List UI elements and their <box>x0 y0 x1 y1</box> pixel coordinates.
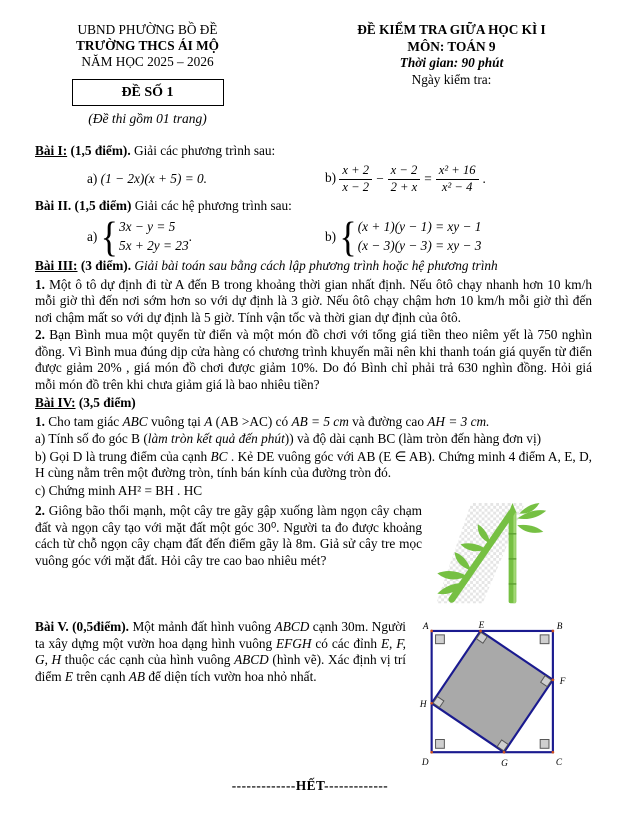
equation-a-expr: (1 − 2x)(x + 5) = 0. <box>100 171 207 187</box>
exam-number-box: ĐỀ SỐ 1 <box>72 79 224 106</box>
school-line: TRƯỜNG THCS ÁI MỘ <box>76 38 219 53</box>
bamboo-leaf <box>517 525 543 533</box>
label-D: D <box>421 758 429 769</box>
vertex-dot <box>430 702 433 705</box>
label-G: G <box>501 759 508 770</box>
label-B: B <box>556 622 563 633</box>
system-b: b) { (x + 1)(y − 1) = xy − 1 (x − 3)(y − 3) = xy − 3 <box>325 213 482 261</box>
bamboo-figure <box>432 503 592 609</box>
section-label: Bài III: <box>35 258 78 274</box>
equals-op: = <box>424 171 432 187</box>
section-label: Bài II. <box>35 197 72 213</box>
brace: { <box>339 213 357 261</box>
right-angle-mark <box>540 635 549 644</box>
equation-b-expr: $\frac{x + 2}{x - 2}$ − $\frac{x - 2}{2 + x}$ = $\frac{\text{x² + 16}}{\text{x² − 4}}$ . <box>339 164 485 194</box>
section-4-problem-1: 1. Cho tam giác ABC vuông tại A (AB >AC) có AB = 5 cm và đường cao AH = 3 cm. <box>35 413 490 429</box>
square-figure <box>416 619 592 771</box>
label-E: E <box>478 621 485 632</box>
end-marker: -------------HẾT------------- <box>231 778 389 793</box>
label-A: A <box>422 622 429 633</box>
right-angle-mark <box>540 740 549 749</box>
label-F: F <box>559 676 566 687</box>
section-4-problem-2-text: 2. Giông bão thổi mạnh, một cây tre gãy gập xuống làm ngọn cây chạm đất và ngọn cây tạo với mặt đất một góc 30⁰. Người ta đo được khoảng cách từ chỗ ngọn cây chạm đất đến điểm gãy là 8m. Giả sử cây tre mọc vuông góc với mặt đất. Hỏi cây tre cao bao nhiêu mét? <box>35 503 422 568</box>
section-4-problem-2-row <box>35 503 592 609</box>
section-2-heading: Bài II. (1,5 điểm) Giải các hệ phương trình sau: <box>35 197 292 213</box>
header-left <box>35 22 260 127</box>
section-1-equations <box>35 164 592 194</box>
right-angle-mark <box>436 740 445 749</box>
section-3-heading: Bài III: (3 điểm). Giải bài toán sau bằng cách lập phương trình hoặc hệ phương trình <box>35 258 498 274</box>
section-label: Bài V <box>35 619 66 635</box>
subject-line: MÔN: TOÁN 9 <box>407 38 496 54</box>
exam-title: ĐỀ KIỂM TRA GIỮA HỌC KÌ I <box>357 22 546 37</box>
label-H: H <box>419 700 427 711</box>
vertex-dot <box>552 679 555 682</box>
bamboo-figure-wrap <box>432 503 592 609</box>
vertex-dot <box>552 751 555 754</box>
vertex-dot <box>552 630 555 633</box>
section-label: Bài I: <box>35 143 68 158</box>
exam-body <box>35 143 592 771</box>
header-right <box>319 22 592 88</box>
fraction-1: $\frac{x + 2}{x - 2}$ <box>339 164 372 194</box>
section-5-row <box>35 619 592 771</box>
minus-op: − <box>376 171 384 187</box>
fraction-3: $\frac{\text{x² + 16}}{\text{x² − 4}}$ <box>436 164 479 194</box>
label-C: C <box>555 758 563 769</box>
vertex-dot <box>430 751 433 754</box>
section-3-problem-2: 2. Bạn Bình mua một quyển từ điển và một món đồ chơi với tổng giá tiền theo niêm yết là 750 nghìn đồng. Vì Bình mua đúng dịp cửa hàng có chương trình khuyến mãi nên khi thanh toán giá quyển từ điển được giảm 20% , giá món đồ chơi được giảm 10%. Do đó Bình chỉ phải trả 630 nghìn đồng. Hỏi giá mỗi món đồ trên khi chưa giảm giá là bao nhiêu tiền? <box>35 327 592 392</box>
equation-a: a) (1 − 2x)(x + 5) = 0. <box>87 171 207 187</box>
section-4-item-c: c) Chứng minh AH² = BH . HC <box>35 482 203 498</box>
section-4-heading: Bài IV: (3,5 điểm) <box>35 395 136 411</box>
vertex-dot <box>503 751 506 754</box>
equation-b: b) $\frac{x + 2}{x - 2}$ − $\frac{x - 2}{2 + x}$ = $\frac{\text{x² + 16}}{\text{x² − 4}}$ . <box>325 163 486 195</box>
fraction-2: $\frac{x - 2}{2 + x}$ <box>388 164 421 194</box>
section-3-problem-1: 1. Một ô tô dự định đi từ A đến B trong khoảng thời gian nhất định. Nếu ôtô chạy nhanh hơn 10 km/h mỗi giờ thì đến nơi sớm hơn so với dự định là 3 giờ. Nếu ôtô chạy chậm hơn 10 km/h mỗi giờ thì đến nơi chậm mất so với dự định là 5 giờ. Tính vận tốc và thời gian dự định của ôtô. <box>35 276 592 325</box>
duration-line: Thời gian: 90 phút <box>399 55 504 70</box>
right-angle-mark <box>436 635 445 644</box>
section-4-item-b: b) Gọi D là trung điểm của cạnh BC . Kẻ DE vuông góc với AB (E ∈ AB). Chứng minh 4 điểm A, E, D, H cùng nằm trên một đường tròn, tính bán kính của đường tròn đó. <box>35 448 592 481</box>
header <box>35 22 592 127</box>
section-label: Bài IV: <box>35 395 76 411</box>
exam-date-line: Ngày kiểm tra: <box>411 71 492 87</box>
org-line: UBND PHƯỜNG BỒ ĐỀ <box>77 22 218 37</box>
section-5-text: Bài V. (0,5điểm). Một mảnh đất hình vuông ABCD cạnh 30m. Người ta xây dựng một vườn hoa dạng hình vuông EFGH có các đỉnh E, F, G, H thuộc các cạnh của hình vuông ABCD (hình vẽ). Xác định vị trí điểm E trên cạnh AB để diện tích vườn hoa nhỏ nhất. <box>35 619 406 684</box>
square-figure-wrap <box>416 619 592 771</box>
brace: { <box>100 213 118 261</box>
page-count-note: (Đề thi gồm 01 trang) <box>88 111 207 126</box>
section-1-heading: Bài I: (1,5 điểm). Giải các phương trình sau: <box>35 143 276 158</box>
system-a: a) { 3x − y = 5 5x + 2y = 23 . <box>87 213 192 261</box>
section-2-systems <box>35 213 592 261</box>
vertex-dot <box>430 630 433 633</box>
section-4-item-a: a) Tính số đo góc B (làm tròn kết quả đến phút)) và độ dài cạnh BC (làm tròn đến hàng đơn vị) <box>35 431 542 447</box>
year-line: NĂM HỌC 2025 – 2026 <box>81 54 214 69</box>
